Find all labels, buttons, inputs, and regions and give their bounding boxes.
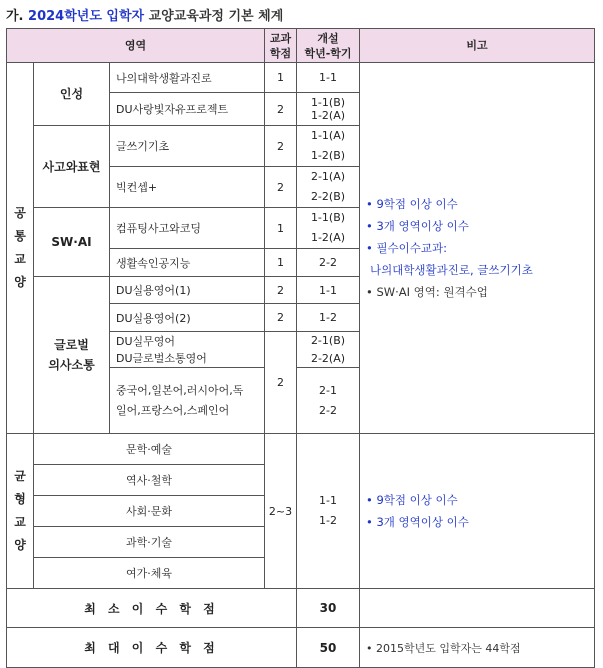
max-credits-row <box>7 628 595 668</box>
title-rest: 교양교육과정 기본 체계 <box>144 9 284 24</box>
course-name: 빅컨셉+ <box>110 167 265 208</box>
common-label: 공 통 교 양 <box>7 63 34 434</box>
balanced-area: 역사·철학 <box>34 465 265 496</box>
header-row <box>7 29 595 63</box>
sago-label: 사고와표현 <box>34 126 110 208</box>
header-credit: 교과 학점 <box>265 29 297 63</box>
course-credit: 2 <box>265 304 297 332</box>
title-year: 2024학년도 입학자 <box>28 9 145 24</box>
balanced-credit: 2~3 <box>265 434 297 589</box>
course-semester: 1-1 <box>297 63 360 93</box>
course-semester: 2-1 2-2 <box>297 368 360 434</box>
page-title <box>6 5 283 24</box>
course-semester: 2-2 <box>297 249 360 277</box>
global-label: 글로벌 의사소통 <box>34 277 110 434</box>
course-name: DU글로벌소통영어 <box>110 350 265 368</box>
course-name: DU실용영어(1) <box>110 277 265 304</box>
course-semester <box>297 126 360 167</box>
course-credit: 2 <box>265 126 297 167</box>
course-credit: 1 <box>265 249 297 277</box>
course-name: 중국어,일본어,러시아어,독 일어,프랑스어,스페인어 <box>110 368 265 434</box>
balanced-semester: 1-1 1-2 <box>297 434 360 589</box>
course-credit: 2 <box>265 93 297 126</box>
course-name: DU사랑빛자유프로젝트 <box>110 93 265 126</box>
balanced-label: 균 형 교 양 <box>7 434 34 589</box>
header-area: 영역 <box>7 29 265 63</box>
max-credits-label: 최 대 이 수 학 점 <box>7 628 297 668</box>
course-name: 생활속인공지능 <box>110 249 265 277</box>
table-row <box>7 63 595 93</box>
semester-line: 1-2(B) <box>310 149 346 162</box>
balanced-area: 여가·체육 <box>34 558 265 589</box>
semester-line: 1-1(B) <box>310 211 346 224</box>
min-credits-row <box>7 589 595 628</box>
balanced-area: 사회·문화 <box>34 496 265 527</box>
semester-line: 1-2(A) <box>310 231 346 244</box>
course-semester: 2-2(A) <box>297 350 360 368</box>
balanced-area: 문학·예술 <box>34 434 265 465</box>
course-credit: 2 <box>265 332 297 434</box>
header-open: 개설 학년-학기 <box>297 29 360 63</box>
max-credits-remark: • 2015학년도 입학자는 44학점 <box>360 628 595 668</box>
semester-line: 1-1(A) <box>310 129 346 142</box>
remark-item: 나의대학생활과진로, 글쓰기기초 <box>370 263 533 277</box>
title-prefix: 가. <box>6 9 29 24</box>
balanced-area: 과학·기술 <box>34 527 265 558</box>
remark-item: • 3개 영역이상 이수 <box>366 219 469 233</box>
semester-line: 2-2(B) <box>310 190 346 203</box>
table-row <box>7 434 595 465</box>
curriculum-table <box>6 28 595 668</box>
swai-label: SW·AI <box>34 208 110 277</box>
course-semester: 2-1(B) <box>297 332 360 350</box>
balanced-remarks <box>360 434 595 589</box>
remark-item: • SW·AI 영역: 원격수업 <box>366 285 488 299</box>
course-semester: 1-1(B) 1-2(A) <box>297 93 360 126</box>
course-credit: 1 <box>265 63 297 93</box>
course-name: DU실무영어 <box>110 332 265 350</box>
course-name: 나의대학생활과진로 <box>110 63 265 93</box>
header-remark: 비고 <box>360 29 595 63</box>
min-credits-label: 최 소 이 수 학 점 <box>7 589 297 628</box>
course-credit: 2 <box>265 277 297 304</box>
remark-item: • 3개 영역이상 이수 <box>366 515 469 529</box>
course-semester <box>297 167 360 208</box>
course-semester <box>297 208 360 249</box>
course-name: 글쓰기기초 <box>110 126 265 167</box>
max-credits-value: 50 <box>297 628 360 668</box>
course-semester: 1-1 <box>297 277 360 304</box>
course-name: 컴퓨팅사고와코딩 <box>110 208 265 249</box>
remark-item: • 9학점 이상 이수 <box>366 197 458 211</box>
common-remarks <box>360 63 595 434</box>
min-credits-value: 30 <box>297 589 360 628</box>
insung-label: 인성 <box>34 63 110 126</box>
course-credit: 2 <box>265 167 297 208</box>
remark-item: • 9학점 이상 이수 <box>366 493 458 507</box>
semester-line: 2-1(A) <box>310 170 346 183</box>
course-semester: 1-2 <box>297 304 360 332</box>
min-credits-remark <box>360 589 595 628</box>
course-name: DU실용영어(2) <box>110 304 265 332</box>
course-credit: 1 <box>265 208 297 249</box>
remark-item: • 필수이수교과: <box>366 241 447 255</box>
